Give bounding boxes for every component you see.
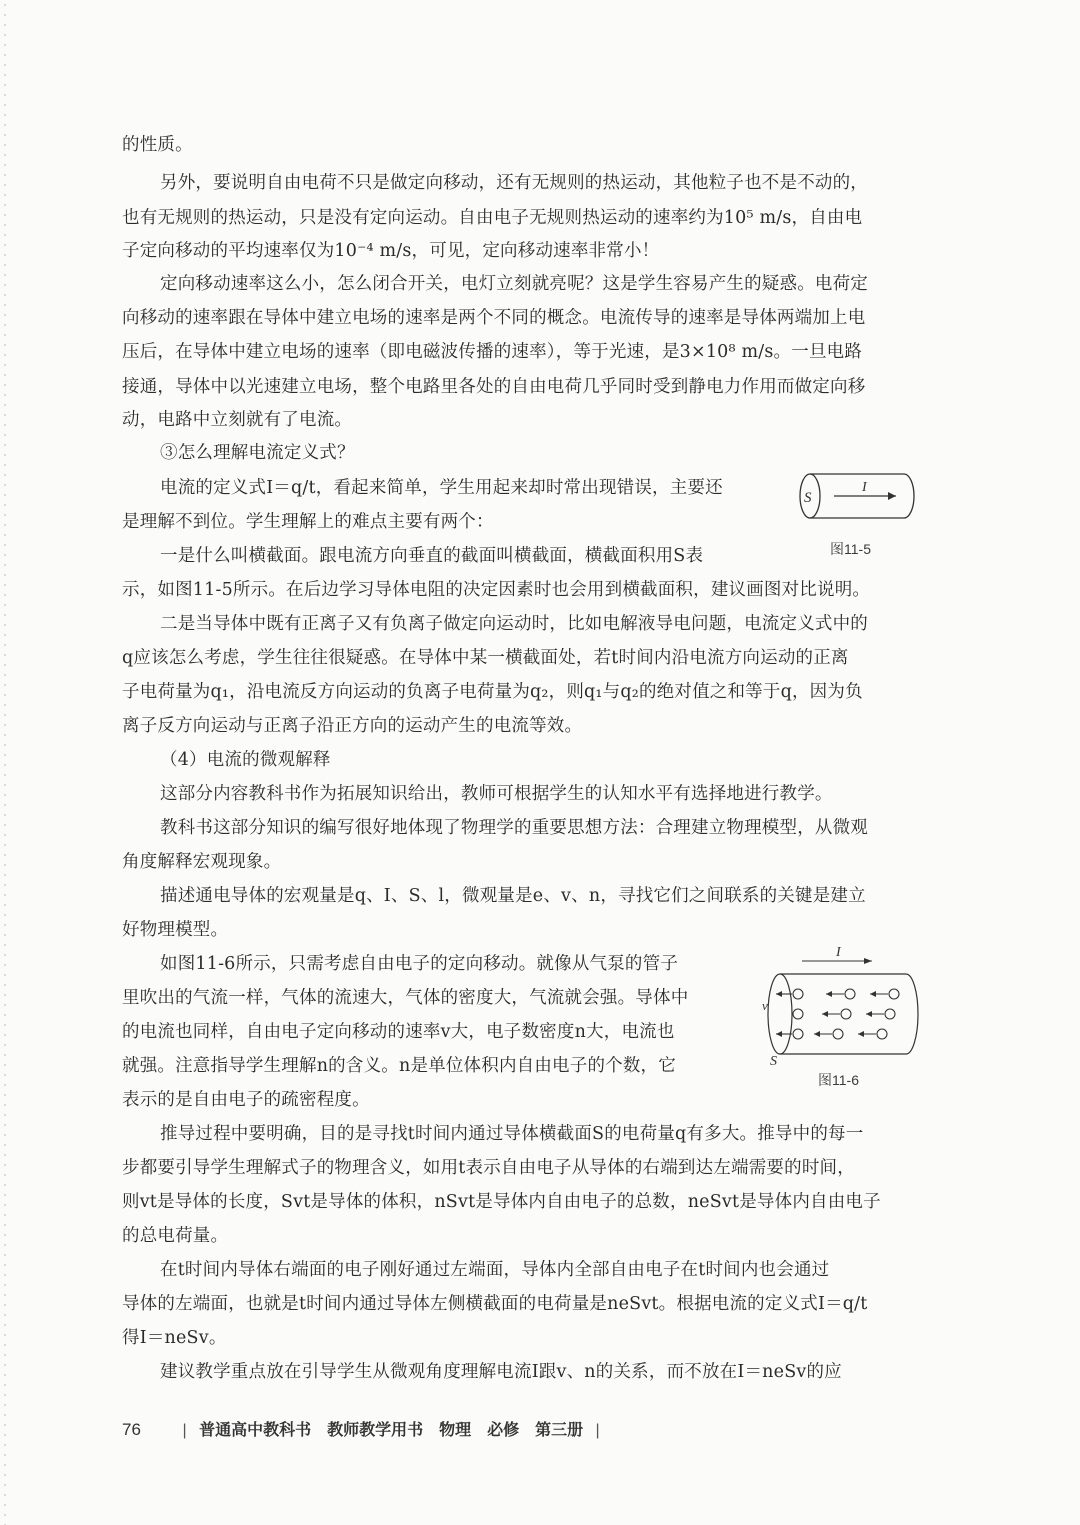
text-line: ③怎么理解电流定义式？: [160, 443, 355, 463]
text-line: 离子反方向运动与正离子沿正方向的运动产生的电流等效。: [122, 716, 583, 736]
text-line: 这部分内容教科书作为拓展知识给出，教师可根据学生的认知水平有选择地进行教学。: [160, 784, 833, 804]
text-line: 教科书这部分知识的编写很好地体现了物理学的重要思想方法：合理建立物理模型，从微观: [160, 818, 868, 838]
text-line: 向移动的速率跟在导体中建立电场的速率是两个不同的概念。电流传导的速率是导体两端加上电: [122, 308, 866, 328]
text-line: 步都要引导学生理解式子的物理含义，如用t表示自由电子从导体的右端到达左端需要的时间，: [122, 1158, 855, 1178]
text-line: 子电荷量为q₁，沿电流反方向运动的负离子电荷量为q₂，则q₁与q₂的绝对值之和等于q，因为负: [122, 682, 863, 702]
text-line: 压后，在导体中建立电场的速率（即电磁波传播的速率），等于光速，是3×10⁸ m/s。一旦电路: [122, 342, 863, 362]
label-s: S: [770, 1054, 777, 1066]
text-line: 角度解释宏观现象。: [122, 852, 282, 872]
text-line: 动，电路中立刻就有了电流。: [122, 410, 353, 430]
label-i: I: [836, 945, 841, 960]
book-title: 普通高中教科书 教师教学用书 物理 必修 第三册: [199, 1422, 584, 1439]
footer-separator: |: [182, 1422, 187, 1439]
text-line: 得I＝neSv。: [122, 1328, 227, 1348]
text-line: 示，如图11-5所示。在后边学习导体电阻的决定因素时也会用到横截面积，建议画图对比说明。: [122, 580, 871, 600]
text-line: 在t时间内导体右端面的电子刚好通过左端面，导体内全部自由电子在t时间内也会通过: [160, 1260, 830, 1280]
text-line: 导体的左端面，也就是t时间内通过导体左侧横截面的电荷量是neSvt。根据电流的定义式I＝q/t: [122, 1294, 868, 1314]
text-line: q应该怎么考虑，学生往往很疑惑。在导体中某一横截面处，若t时间内沿电流方向运动的正离: [122, 648, 849, 668]
figure-11-6-diagram: [756, 938, 926, 1066]
label-s: S: [804, 490, 812, 506]
text-line: 推导过程中要明确，目的是寻找t时间内通过导体横截面S的电荷量q有多大。推导中的每一: [160, 1124, 864, 1144]
text-line: 接通，导体中以光速建立电场，整个电路里各处的自由电荷几乎同时受到静电力作用而做定向移: [122, 377, 866, 397]
figure-11-5-diagram: [792, 468, 922, 524]
text-line: 里吹出的气流一样，气体的流速大，气体的密度大，气流就会强。导体中: [122, 988, 689, 1008]
text-line: 子定向移动的平均速率仅为10⁻⁴ m/s，可见，定向移动速率非常小！: [122, 241, 660, 261]
text-line: 表示的是自由电子的疏密程度。: [122, 1090, 370, 1110]
text-line: 电流的定义式I＝q/t，看起来简单，学生用起来却时常出现错误，主要还: [160, 478, 723, 498]
text-line: 建议教学重点放在引导学生从微观角度理解电流I跟v、n的关系，而不放在I＝neSv的应: [160, 1362, 842, 1382]
page-number: 76: [122, 1420, 141, 1439]
text-line: 好物理模型。: [122, 920, 229, 940]
text-line: 的性质。: [122, 135, 193, 155]
section-heading: （4）电流的微观解释: [160, 750, 331, 770]
label-i: I: [862, 480, 867, 495]
text-line: 描述通电导体的宏观量是q、I、S、l，微观量是e、v、n，寻找它们之间联系的关键是建立: [160, 886, 866, 906]
text-line: 二是当导体中既有正离子又有负离子做定向运动时，比如电解液导电问题，电流定义式中的: [160, 614, 868, 634]
text-line: 另外，要说明自由电荷不只是做定向移动，还有无规则的热运动，其他粒子也不是不动的，: [160, 173, 868, 193]
current-arrowhead: [864, 958, 872, 964]
page-footer: [122, 1418, 608, 1442]
text-line: 定向移动速率这么小，怎么闭合开关，电灯立刻就亮呢？这是学生容易产生的疑惑。电荷定: [160, 274, 868, 294]
conductor-body: [780, 974, 918, 1054]
text-line: 的电流也同样，自由电子定向移动的速率v大，电子数密度n大，电流也: [122, 1022, 675, 1042]
figure-caption: 图11-6: [818, 1072, 859, 1088]
current-arrowhead: [888, 492, 896, 500]
text-line: 的总电荷量。: [122, 1226, 229, 1246]
text-line: 则vt是导体的长度，Svt是导体的体积，nSvt是导体内自由电子的总数，neSvt是导体内自由电子: [122, 1192, 881, 1212]
text-line: 是理解不到位。学生理解上的难点主要有两个：: [122, 512, 494, 532]
text-line: 就强。注意指导学生理解n的含义。n是单位体积内自由电子的个数，它: [122, 1056, 676, 1076]
text-line: 如图11-6所示，只需考虑自由电子的定向移动。就像从气泵的管子: [160, 954, 679, 974]
text-line: 一是什么叫横截面。跟电流方向垂直的截面叫横截面，横截面积用S表: [160, 546, 704, 566]
text-line: 也有无规则的热运动，只是没有定向运动。自由电子无规则热运动的速率约为10⁵ m/s，自由电: [122, 208, 863, 228]
cross-section-ellipse: [768, 974, 792, 1054]
figure-caption: 图11-5: [830, 541, 871, 557]
footer-end-separator: |: [595, 1422, 600, 1439]
label-v: v: [762, 998, 768, 1013]
